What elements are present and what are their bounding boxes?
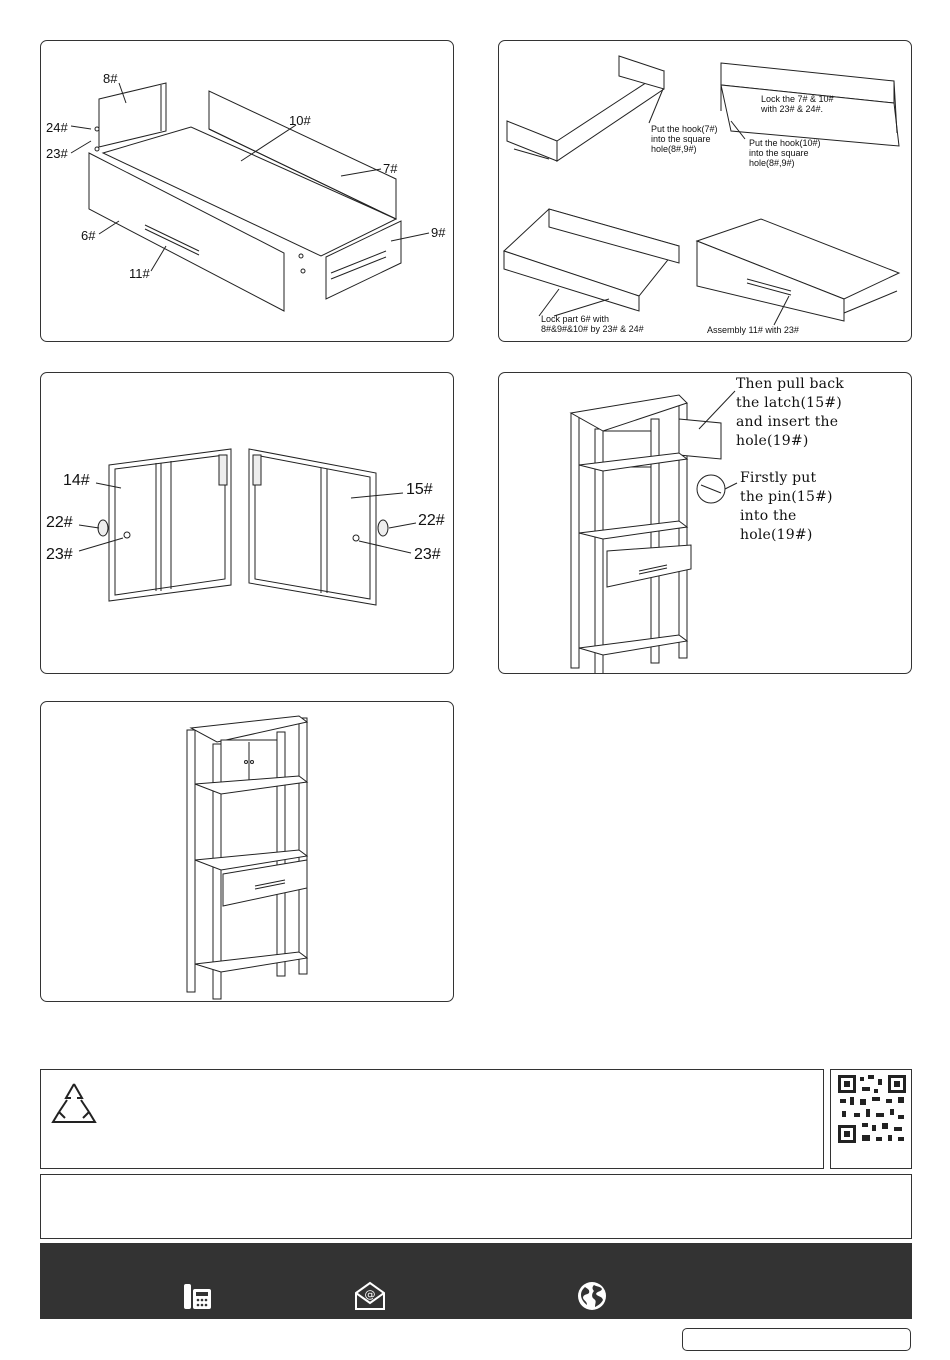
qr-code <box>836 1073 908 1145</box>
label-knob-22-left: 22# <box>46 514 73 531</box>
label-door-15: 15# <box>406 481 433 498</box>
recycle-icon <box>49 1078 99 1128</box>
drawer-exploded-diagram <box>41 41 454 342</box>
drawer-assembly-diagram <box>499 41 912 342</box>
doors-diagram <box>41 373 454 674</box>
email-icon <box>354 1281 386 1311</box>
step-panel-finished-unit <box>40 701 454 1002</box>
label-knob-22-right: 22# <box>418 512 445 529</box>
svg-text:@: @ <box>364 1288 376 1301</box>
label-screw-23-right: 23# <box>414 546 441 563</box>
step-panel-doors <box>40 372 454 674</box>
note-hook-7: Put the hook(7#) into the square hole(8#,9#) <box>651 124 718 154</box>
note-assembly-11: Assembly 11# with 23# <box>707 325 799 335</box>
shelf-door-install-diagram <box>499 373 912 674</box>
info-box <box>40 1174 912 1239</box>
note-pull-latch: Then pull back the latch(15#) and insert the hole(19#) <box>736 376 844 449</box>
step-panel-install-doors <box>498 372 912 674</box>
step-panel-drawer-parts <box>40 40 454 342</box>
label-part-24: 24# <box>46 120 68 135</box>
globe-icon <box>577 1281 607 1311</box>
label-part-6: 6# <box>81 228 96 243</box>
contact-bar <box>40 1243 912 1319</box>
note-lock-7-10: Lock the 7# & 10# with 23# & 24#. <box>761 94 834 114</box>
note-put-pin: Firstly put the pin(15#) into the hole(19#) <box>740 470 833 543</box>
label-part-10: 10# <box>289 113 311 128</box>
finished-shelf-diagram <box>41 702 454 1002</box>
label-part-11: 11# <box>129 266 150 281</box>
step-panel-drawer-assembly <box>498 40 912 342</box>
note-lock-6: Lock part 6# with 8#&9#&10# by 23# & 24# <box>541 314 644 334</box>
label-part-7: 7# <box>383 161 398 176</box>
qr-code-box <box>830 1069 912 1169</box>
label-screw-23-left: 23# <box>46 546 73 563</box>
note-hook-10: Put the hook(10#) into the square hole(8#,9#) <box>749 138 821 168</box>
label-door-14: 14# <box>63 472 90 489</box>
phone-icon <box>183 1281 213 1311</box>
label-part-23: 23# <box>46 146 68 161</box>
document-reference-box <box>682 1328 911 1351</box>
label-part-9: 9# <box>431 225 446 240</box>
recycling-info-box <box>40 1069 824 1169</box>
label-part-8: 8# <box>103 71 118 86</box>
